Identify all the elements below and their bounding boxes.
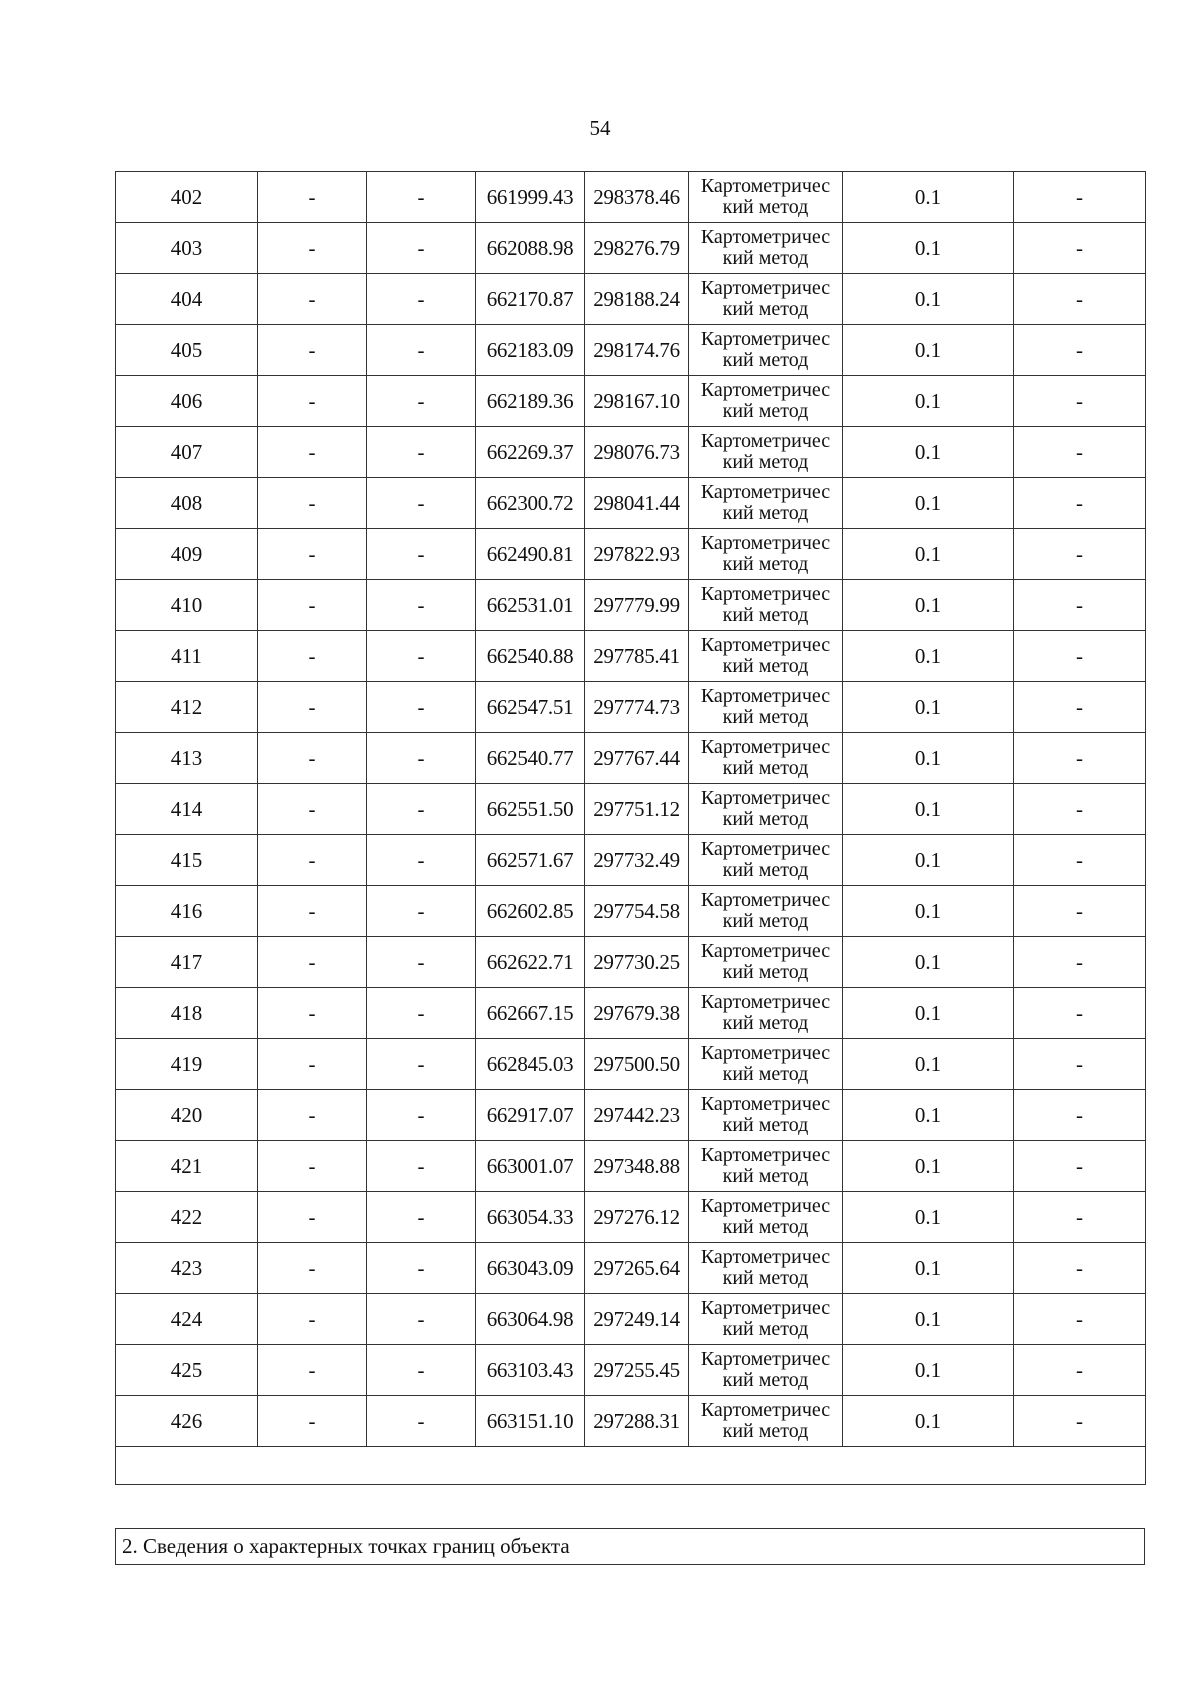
method-line-2: кий метод (722, 502, 809, 524)
x-coordinate-cell: 663064.98 (476, 1294, 585, 1345)
x-coordinate-cell: 662531.01 (476, 580, 585, 631)
dash-cell: - (367, 1039, 476, 1090)
y-coordinate-cell: 297442.23 (585, 1090, 689, 1141)
dash-cell: - (367, 529, 476, 580)
accuracy-cell: 0.1 (843, 1243, 1014, 1294)
dash-cell: - (258, 580, 367, 631)
method-cell (689, 1141, 843, 1192)
method-cell (689, 1192, 843, 1243)
method-cell (689, 223, 843, 274)
point-number-cell: 414 (116, 784, 258, 835)
method-line-1: Картометричес (700, 685, 831, 707)
accuracy-cell: 0.1 (843, 478, 1014, 529)
y-coordinate-cell: 297774.73 (585, 682, 689, 733)
x-coordinate-cell: 663151.10 (476, 1396, 585, 1447)
method-line-2: кий метод (722, 706, 809, 728)
method-line-1: Картометричес (700, 787, 831, 809)
y-coordinate-cell: 297730.25 (585, 937, 689, 988)
accuracy-cell: 0.1 (843, 1141, 1014, 1192)
y-coordinate-cell: 297255.45 (585, 1345, 689, 1396)
x-coordinate-cell: 663043.09 (476, 1243, 585, 1294)
y-coordinate-cell: 297348.88 (585, 1141, 689, 1192)
x-coordinate-cell: 662170.87 (476, 274, 585, 325)
dash-cell: - (258, 733, 367, 784)
dash-cell: - (1014, 886, 1146, 937)
y-coordinate-cell: 297754.58 (585, 886, 689, 937)
dash-cell: - (367, 478, 476, 529)
point-number-cell: 413 (116, 733, 258, 784)
dash-cell: - (258, 478, 367, 529)
dash-cell: - (367, 274, 476, 325)
dash-cell: - (1014, 1192, 1146, 1243)
method-line-1: Картометричес (700, 1144, 831, 1166)
dash-cell: - (258, 682, 367, 733)
dash-cell: - (367, 1090, 476, 1141)
x-coordinate-cell: 662622.71 (476, 937, 585, 988)
dash-cell: - (258, 1192, 367, 1243)
dash-cell: - (1014, 427, 1146, 478)
dash-cell: - (1014, 223, 1146, 274)
method-cell (689, 376, 843, 427)
table-row (116, 937, 1146, 988)
method-line-1: Картометричес (700, 838, 831, 860)
method-line-1: Картометричес (700, 583, 831, 605)
dash-cell: - (1014, 784, 1146, 835)
table-row (116, 1090, 1146, 1141)
table-row (116, 886, 1146, 937)
table-row (116, 1294, 1146, 1345)
dash-cell: - (367, 223, 476, 274)
y-coordinate-cell: 298076.73 (585, 427, 689, 478)
y-coordinate-cell: 297288.31 (585, 1396, 689, 1447)
y-coordinate-cell: 297249.14 (585, 1294, 689, 1345)
table-row (116, 682, 1146, 733)
y-coordinate-cell: 298041.44 (585, 478, 689, 529)
method-line-1: Картометричес (700, 1348, 831, 1370)
method-line-1: Картометричес (700, 889, 831, 911)
method-line-1: Картометричес (700, 1195, 831, 1217)
dash-cell: - (367, 325, 476, 376)
y-coordinate-cell: 297732.49 (585, 835, 689, 886)
method-cell (689, 1039, 843, 1090)
dash-cell: - (258, 325, 367, 376)
dash-cell: - (1014, 1039, 1146, 1090)
accuracy-cell: 0.1 (843, 784, 1014, 835)
point-number-cell: 419 (116, 1039, 258, 1090)
dash-cell: - (1014, 631, 1146, 682)
dash-cell: - (1014, 988, 1146, 1039)
y-coordinate-cell: 297265.64 (585, 1243, 689, 1294)
dash-cell: - (367, 631, 476, 682)
method-cell (689, 835, 843, 886)
method-line-1: Картометричес (700, 634, 831, 656)
dash-cell: - (1014, 1294, 1146, 1345)
accuracy-cell: 0.1 (843, 376, 1014, 427)
y-coordinate-cell: 298167.10 (585, 376, 689, 427)
method-line-2: кий метод (722, 1267, 809, 1289)
point-number-cell: 417 (116, 937, 258, 988)
method-line-2: кий метод (722, 1114, 809, 1136)
method-line-2: кий метод (722, 1012, 809, 1034)
dash-cell: - (367, 1192, 476, 1243)
method-line-1: Картометричес (700, 226, 831, 248)
dash-cell: - (1014, 478, 1146, 529)
method-cell (689, 1243, 843, 1294)
method-line-1: Картометричес (700, 736, 831, 758)
method-line-2: кий метод (722, 400, 809, 422)
accuracy-cell: 0.1 (843, 580, 1014, 631)
point-number-cell: 408 (116, 478, 258, 529)
point-number-cell: 411 (116, 631, 258, 682)
accuracy-cell: 0.1 (843, 223, 1014, 274)
dash-cell: - (258, 886, 367, 937)
table-row (116, 835, 1146, 886)
dash-cell: - (367, 427, 476, 478)
point-number-cell: 421 (116, 1141, 258, 1192)
accuracy-cell: 0.1 (843, 1345, 1014, 1396)
method-line-2: кий метод (722, 859, 809, 881)
method-line-2: кий метод (722, 298, 809, 320)
point-number-cell: 407 (116, 427, 258, 478)
method-line-2: кий метод (722, 1318, 809, 1340)
method-cell (689, 937, 843, 988)
dash-cell: - (367, 682, 476, 733)
dash-cell: - (1014, 1141, 1146, 1192)
table-row (116, 1396, 1146, 1447)
dash-cell: - (1014, 580, 1146, 631)
point-number-cell: 416 (116, 886, 258, 937)
method-cell (689, 172, 843, 223)
dash-cell: - (1014, 1243, 1146, 1294)
method-cell (689, 988, 843, 1039)
x-coordinate-cell: 662845.03 (476, 1039, 585, 1090)
x-coordinate-cell: 662602.85 (476, 886, 585, 937)
method-line-2: кий метод (722, 1369, 809, 1391)
dash-cell: - (258, 1396, 367, 1447)
dash-cell: - (258, 223, 367, 274)
table-row (116, 478, 1146, 529)
dash-cell: - (367, 376, 476, 427)
method-line-1: Картометричес (700, 481, 831, 503)
dash-cell: - (1014, 1090, 1146, 1141)
dash-cell: - (258, 274, 367, 325)
dash-cell: - (258, 172, 367, 223)
dash-cell: - (258, 631, 367, 682)
accuracy-cell: 0.1 (843, 274, 1014, 325)
dash-cell: - (367, 1396, 476, 1447)
accuracy-cell: 0.1 (843, 631, 1014, 682)
x-coordinate-cell: 662189.36 (476, 376, 585, 427)
dash-cell: - (258, 529, 367, 580)
point-number-cell: 418 (116, 988, 258, 1039)
dash-cell: - (367, 1294, 476, 1345)
method-line-2: кий метод (722, 196, 809, 218)
accuracy-cell: 0.1 (843, 325, 1014, 376)
method-line-1: Картометричес (700, 1297, 831, 1319)
method-cell (689, 1345, 843, 1396)
y-coordinate-cell: 297779.99 (585, 580, 689, 631)
table-row (116, 631, 1146, 682)
table-row (116, 733, 1146, 784)
method-line-2: кий метод (722, 910, 809, 932)
method-line-2: кий метод (722, 961, 809, 983)
y-coordinate-cell: 297276.12 (585, 1192, 689, 1243)
dash-cell: - (258, 1243, 367, 1294)
dash-cell: - (367, 1345, 476, 1396)
x-coordinate-cell: 662490.81 (476, 529, 585, 580)
x-coordinate-cell: 662183.09 (476, 325, 585, 376)
section-2-heading-box (115, 1528, 1145, 1565)
point-number-cell: 426 (116, 1396, 258, 1447)
method-line-1: Картометричес (700, 991, 831, 1013)
method-cell (689, 274, 843, 325)
y-coordinate-cell: 298188.24 (585, 274, 689, 325)
section-2-heading: 2. Сведения о характерных точках границ объекта (122, 1534, 570, 1558)
coordinates-table (115, 171, 1146, 1485)
dash-cell: - (1014, 325, 1146, 376)
accuracy-cell: 0.1 (843, 1396, 1014, 1447)
method-line-2: кий метод (722, 451, 809, 473)
table-row (116, 223, 1146, 274)
method-cell (689, 733, 843, 784)
method-cell (689, 478, 843, 529)
dash-cell: - (1014, 529, 1146, 580)
method-line-2: кий метод (722, 808, 809, 830)
x-coordinate-cell: 662571.67 (476, 835, 585, 886)
dash-cell: - (258, 376, 367, 427)
table-row (116, 427, 1146, 478)
x-coordinate-cell: 661999.43 (476, 172, 585, 223)
accuracy-cell: 0.1 (843, 172, 1014, 223)
method-line-1: Картометричес (700, 1093, 831, 1115)
method-line-1: Картометричес (700, 175, 831, 197)
page-number: 54 (589, 116, 611, 140)
table-row (116, 988, 1146, 1039)
table-row (116, 1345, 1146, 1396)
dash-cell: - (258, 1039, 367, 1090)
table-row (116, 325, 1146, 376)
accuracy-cell: 0.1 (843, 733, 1014, 784)
x-coordinate-cell: 662088.98 (476, 223, 585, 274)
dash-cell: - (258, 784, 367, 835)
method-line-1: Картометричес (700, 1399, 831, 1421)
method-cell (689, 886, 843, 937)
method-cell (689, 784, 843, 835)
x-coordinate-cell: 662917.07 (476, 1090, 585, 1141)
dash-cell: - (1014, 937, 1146, 988)
method-line-1: Картометричес (700, 430, 831, 452)
y-coordinate-cell: 297679.38 (585, 988, 689, 1039)
dash-cell: - (367, 172, 476, 223)
method-line-1: Картометричес (700, 277, 831, 299)
dash-cell: - (367, 784, 476, 835)
dash-cell: - (367, 988, 476, 1039)
point-number-cell: 412 (116, 682, 258, 733)
method-line-1: Картометричес (700, 1246, 831, 1268)
x-coordinate-cell: 663001.07 (476, 1141, 585, 1192)
accuracy-cell: 0.1 (843, 529, 1014, 580)
dash-cell: - (258, 835, 367, 886)
dash-cell: - (1014, 733, 1146, 784)
dash-cell: - (367, 835, 476, 886)
accuracy-cell: 0.1 (843, 427, 1014, 478)
method-line-2: кий метод (722, 655, 809, 677)
y-coordinate-cell: 297751.12 (585, 784, 689, 835)
accuracy-cell: 0.1 (843, 1294, 1014, 1345)
point-number-cell: 424 (116, 1294, 258, 1345)
point-number-cell: 410 (116, 580, 258, 631)
point-number-cell: 402 (116, 172, 258, 223)
dash-cell: - (367, 580, 476, 631)
y-coordinate-cell: 298378.46 (585, 172, 689, 223)
accuracy-cell: 0.1 (843, 937, 1014, 988)
accuracy-cell: 0.1 (843, 988, 1014, 1039)
method-cell (689, 580, 843, 631)
empty-table-row (116, 1447, 1146, 1485)
method-line-1: Картометричес (700, 532, 831, 554)
x-coordinate-cell: 662540.77 (476, 733, 585, 784)
point-number-cell: 409 (116, 529, 258, 580)
dash-cell: - (258, 1294, 367, 1345)
accuracy-cell: 0.1 (843, 1192, 1014, 1243)
x-coordinate-cell: 662269.37 (476, 427, 585, 478)
table-row (116, 1141, 1146, 1192)
point-number-cell: 425 (116, 1345, 258, 1396)
point-number-cell: 405 (116, 325, 258, 376)
empty-cell (116, 1447, 1146, 1485)
method-cell (689, 529, 843, 580)
y-coordinate-cell: 298276.79 (585, 223, 689, 274)
method-line-2: кий метод (722, 1063, 809, 1085)
table-row (116, 784, 1146, 835)
dash-cell: - (258, 937, 367, 988)
y-coordinate-cell: 297822.93 (585, 529, 689, 580)
table-row (116, 172, 1146, 223)
method-cell (689, 427, 843, 478)
point-number-cell: 404 (116, 274, 258, 325)
method-cell (689, 325, 843, 376)
x-coordinate-cell: 662300.72 (476, 478, 585, 529)
dash-cell: - (1014, 1396, 1146, 1447)
dash-cell: - (367, 733, 476, 784)
dash-cell: - (367, 1243, 476, 1294)
method-line-2: кий метод (722, 1420, 809, 1442)
method-line-2: кий метод (722, 349, 809, 371)
method-cell (689, 631, 843, 682)
method-line-2: кий метод (722, 553, 809, 575)
accuracy-cell: 0.1 (843, 682, 1014, 733)
method-cell (689, 1294, 843, 1345)
table-row (116, 376, 1146, 427)
dash-cell: - (1014, 835, 1146, 886)
point-number-cell: 423 (116, 1243, 258, 1294)
dash-cell: - (258, 1090, 367, 1141)
table-row (116, 1192, 1146, 1243)
point-number-cell: 403 (116, 223, 258, 274)
point-number-cell: 415 (116, 835, 258, 886)
method-line-2: кий метод (722, 1165, 809, 1187)
accuracy-cell: 0.1 (843, 886, 1014, 937)
method-line-2: кий метод (722, 604, 809, 626)
accuracy-cell: 0.1 (843, 1090, 1014, 1141)
dash-cell: - (258, 427, 367, 478)
y-coordinate-cell: 297500.50 (585, 1039, 689, 1090)
y-coordinate-cell: 298174.76 (585, 325, 689, 376)
dash-cell: - (1014, 682, 1146, 733)
method-line-1: Картометричес (700, 379, 831, 401)
dash-cell: - (258, 988, 367, 1039)
x-coordinate-cell: 662540.88 (476, 631, 585, 682)
dash-cell: - (367, 886, 476, 937)
dash-cell: - (1014, 274, 1146, 325)
table-row (116, 274, 1146, 325)
dash-cell: - (367, 1141, 476, 1192)
dash-cell: - (367, 937, 476, 988)
method-cell (689, 682, 843, 733)
dash-cell: - (258, 1345, 367, 1396)
table-row (116, 1243, 1146, 1294)
method-line-2: кий метод (722, 247, 809, 269)
method-line-1: Картометричес (700, 940, 831, 962)
point-number-cell: 420 (116, 1090, 258, 1141)
point-number-cell: 406 (116, 376, 258, 427)
x-coordinate-cell: 662667.15 (476, 988, 585, 1039)
dash-cell: - (1014, 1345, 1146, 1396)
dash-cell: - (1014, 172, 1146, 223)
dash-cell: - (1014, 376, 1146, 427)
y-coordinate-cell: 297785.41 (585, 631, 689, 682)
accuracy-cell: 0.1 (843, 835, 1014, 886)
method-line-1: Картометричес (700, 328, 831, 350)
x-coordinate-cell: 662551.50 (476, 784, 585, 835)
coordinates-table-body (116, 172, 1146, 1485)
method-line-2: кий метод (722, 757, 809, 779)
table-row (116, 529, 1146, 580)
table-row (116, 580, 1146, 631)
method-line-2: кий метод (722, 1216, 809, 1238)
x-coordinate-cell: 663054.33 (476, 1192, 585, 1243)
method-cell (689, 1396, 843, 1447)
x-coordinate-cell: 662547.51 (476, 682, 585, 733)
y-coordinate-cell: 297767.44 (585, 733, 689, 784)
method-line-1: Картометричес (700, 1042, 831, 1064)
dash-cell: - (258, 1141, 367, 1192)
x-coordinate-cell: 663103.43 (476, 1345, 585, 1396)
method-cell (689, 1090, 843, 1141)
table-row (116, 1039, 1146, 1090)
accuracy-cell: 0.1 (843, 1039, 1014, 1090)
point-number-cell: 422 (116, 1192, 258, 1243)
